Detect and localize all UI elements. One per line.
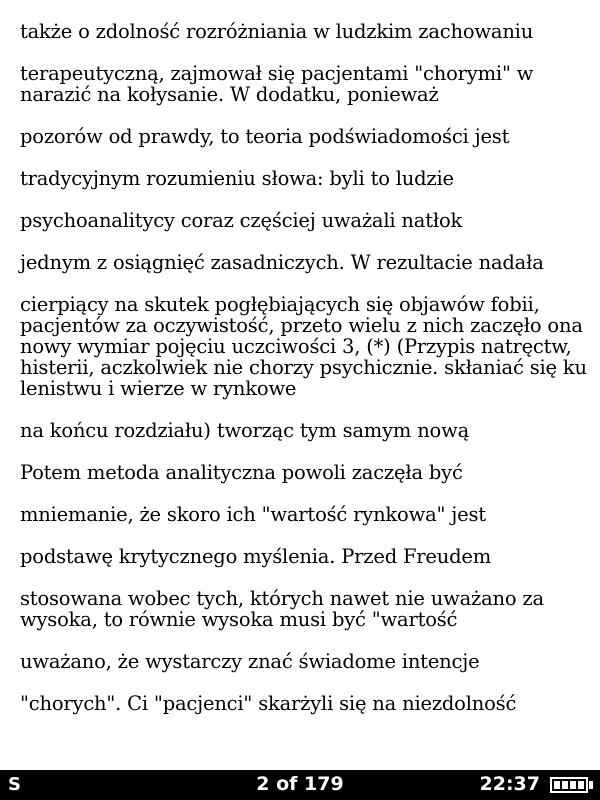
text-line: pozorów od prawdy, to teoria podświadomości jest	[20, 125, 510, 148]
text-line: pacjentów za oczywistość, przeto wielu z nich zaczęło ona	[20, 314, 583, 337]
paragraph	[20, 420, 590, 441]
status-bar	[0, 770, 600, 800]
text-line: narazić na kołysanie. W dodatku, ponieważ	[20, 83, 439, 106]
text-line: uważano, że wystarczy znać świadome intencje	[20, 650, 480, 673]
paragraph	[20, 294, 590, 399]
paragraph	[20, 651, 590, 672]
text-line: nowy wymiar pojęciu uczciwości 3, (*) (Przypis natręctw,	[20, 335, 572, 358]
clock: 22:37	[479, 773, 540, 795]
text-line: jednym z osiągnięć zasadniczych. W rezultacie nadała	[20, 251, 544, 274]
text-line: na końcu rozdziału) tworząc tym samym nową	[20, 419, 470, 442]
paragraph	[20, 21, 590, 42]
paragraph	[20, 693, 590, 714]
paragraph	[20, 126, 590, 147]
text-line: podstawę krytycznego myślenia. Przed Freudem	[20, 545, 492, 568]
text-line: terapeutyczną, zajmował się pacjentami "chorymi" w	[20, 62, 534, 85]
battery-tip	[589, 781, 593, 789]
text-line: cierpiący na skutek pogłębiających się objawów fobii,	[20, 293, 540, 316]
text-line: tradycyjnym rozumieniu słowa: byli to ludzie	[20, 167, 454, 190]
text-line: histerii, aczkolwiek nie chorzy psychicznie. skłaniać się ku	[20, 356, 587, 379]
battery-icon	[550, 777, 588, 793]
paragraph	[20, 504, 590, 525]
paragraph	[20, 588, 590, 630]
text-line: także o zdolność rozróżniania w ludzkim zachowaniu	[20, 20, 534, 43]
paragraph	[20, 210, 590, 231]
paragraph	[20, 252, 590, 273]
reader-logo[interactable]: S	[8, 774, 21, 795]
text-line: mniemanie, że skoro ich "wartość rynkowa" jest	[20, 503, 486, 526]
text-line: psychoanalitycy coraz częściej uważali natłok	[20, 209, 463, 232]
page-indicator: 2 of 179	[256, 773, 344, 795]
text-line: stosowana wobec tych, których nawet nie uważano za	[20, 587, 544, 610]
paragraph	[20, 63, 590, 105]
paragraph	[20, 168, 590, 189]
paragraph	[20, 546, 590, 567]
text-line: "chorych". Ci "pacjenci" skarżyli się na niezdolność	[20, 692, 517, 715]
text-line: lenistwu i wierze w rynkowe	[20, 377, 297, 400]
text-line: Potem metoda analityczna powoli zaczęła być	[20, 461, 463, 484]
paragraph	[20, 462, 590, 483]
text-line: wysoka, to równie wysoka musi być "wartość	[20, 608, 458, 631]
